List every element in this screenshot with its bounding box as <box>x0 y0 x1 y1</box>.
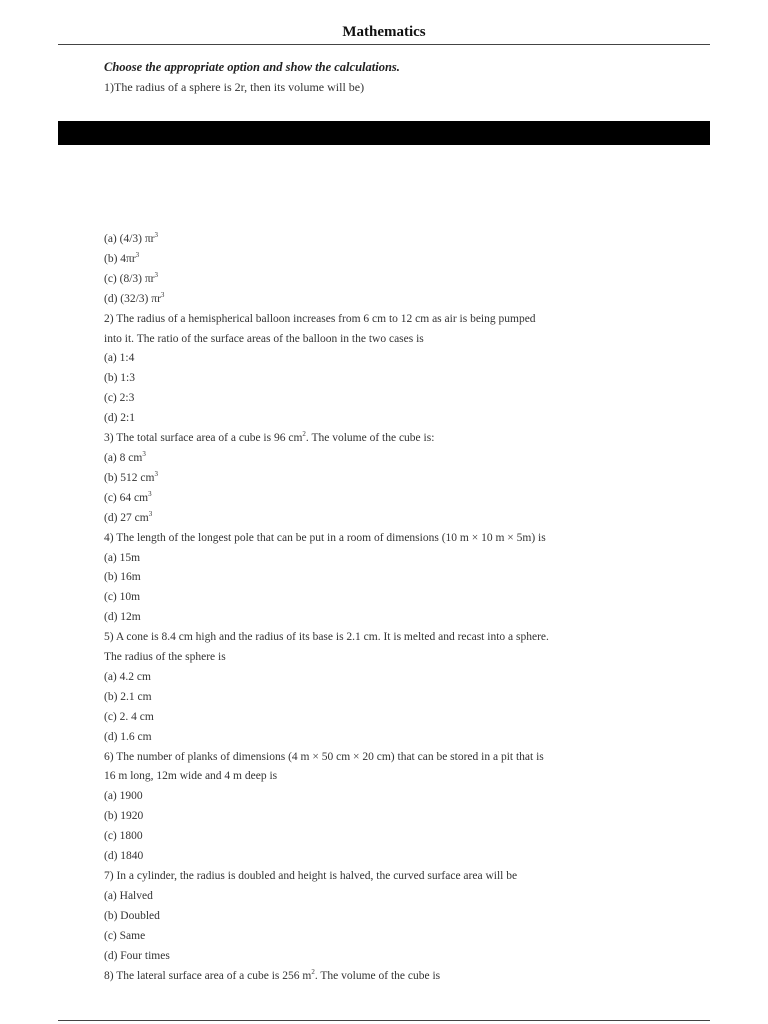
line-text: (c) 64 cm <box>104 491 149 504</box>
text-line <box>104 230 664 250</box>
superscript: 3 <box>148 489 152 498</box>
line-text: (a) Halved <box>104 889 153 902</box>
line-text: (a) 15m <box>104 551 141 564</box>
line-text: (c) 1800 <box>104 830 143 843</box>
line-text: (b) 2.1 cm <box>104 690 152 703</box>
line-text: (d) 2:1 <box>104 412 135 425</box>
text-line <box>104 807 664 827</box>
line-text: (a) 4.2 cm <box>104 670 151 683</box>
superscript: 3 <box>160 290 165 299</box>
top-divider <box>58 44 710 45</box>
line-text: (b) Doubled <box>104 909 160 922</box>
text-line <box>104 907 664 927</box>
text-line <box>104 310 664 330</box>
line-text: (a) 1:4 <box>104 352 135 365</box>
line-text: 7) In a cylinder, the radius is doubled and height is halved, the curved surface area will be <box>104 870 518 882</box>
text-line <box>104 489 664 509</box>
line-text-after: . The volume of the cube is <box>314 969 441 982</box>
line-text: (d) 1.6 cm <box>104 730 152 743</box>
text-line <box>104 549 664 569</box>
line-text: 16 m long, 12m wide and 4 m deep is <box>104 770 278 783</box>
text-line <box>104 708 664 728</box>
line-text: 8) The lateral surface area of a cube is 256 m <box>104 969 312 982</box>
line-text: (b) 16m <box>104 571 141 584</box>
instruction-text: Choose the appropriate option and show the calculations. <box>104 60 400 74</box>
line-text: (c) 10m <box>104 591 141 604</box>
text-line <box>104 688 664 708</box>
text-line <box>104 927 664 947</box>
text-line <box>104 608 664 628</box>
line-text: (d) Four times <box>104 949 170 962</box>
text-line <box>104 409 664 429</box>
text-line <box>104 469 664 489</box>
line-text: (d) 12m <box>104 611 141 624</box>
text-line <box>104 369 664 389</box>
redaction-bar <box>58 121 710 145</box>
superscript: 3 <box>154 270 159 279</box>
text-line <box>104 648 664 668</box>
text-line <box>104 668 664 688</box>
line-text: 2) The radius of a hemispherical balloon increases from 6 cm to 12 cm as air is being pumped <box>104 312 536 325</box>
text-line <box>104 887 664 907</box>
line-text: 4) The length of the longest pole that can be put in a room of dimensions (10 m × 10 m × 5m) is <box>104 531 546 544</box>
text-line <box>104 867 664 887</box>
line-text: (a) 1900 <box>104 790 143 803</box>
text-line <box>104 787 664 807</box>
line-text: (d) (32/3) πr <box>104 292 161 305</box>
page-title: Mathematics <box>342 24 426 40</box>
line-text: (b) 1920 <box>104 810 144 823</box>
line-text: 3) The total surface area of a cube is 96 cm <box>104 432 303 445</box>
line-text: (c) Same <box>104 929 146 942</box>
text-line <box>104 728 664 748</box>
text-line <box>104 290 664 310</box>
line-text: (a) (4/3) πr <box>104 233 155 245</box>
superscript: 3 <box>148 509 153 518</box>
text-line <box>104 748 664 768</box>
superscript: 2 <box>311 967 315 976</box>
text-line <box>104 330 664 350</box>
text-line <box>104 270 664 290</box>
text-line <box>104 847 664 867</box>
text-line <box>104 529 664 549</box>
superscript: 3 <box>154 231 159 239</box>
text-line <box>104 449 664 469</box>
text-line <box>104 429 664 449</box>
text-line <box>104 389 664 409</box>
superscript: 3 <box>154 469 158 478</box>
text-line <box>104 509 664 529</box>
line-text: (c) 2. 4 cm <box>104 710 154 723</box>
line-text-after: . The volume of the cube is: <box>305 432 435 445</box>
line-text: (a) 8 cm <box>104 451 143 464</box>
line-text: (d) 27 cm <box>104 511 149 524</box>
text-line <box>104 767 664 787</box>
question-1-text: 1)The radius of a sphere is 2r, then its volume will be) <box>104 80 365 94</box>
line-text: 5) A cone is 8.4 cm high and the radius of its base is 2.1 cm. It is melted and recast into a sphere. <box>104 631 549 644</box>
line-text: (b) 512 cm <box>104 471 155 484</box>
line-text: 6) The number of planks of dimensions (4 m × 50 cm × 20 cm) that can be stored in a pit that is <box>104 750 544 763</box>
superscript: 3 <box>142 449 146 458</box>
line-text: The radius of the sphere is <box>104 651 226 664</box>
text-line <box>104 349 664 369</box>
line-text: (d) 1840 <box>104 850 144 863</box>
text-line <box>104 967 664 987</box>
questions-content <box>104 230 664 986</box>
text-line <box>104 250 664 270</box>
line-text: (b) 1:3 <box>104 372 135 385</box>
text-line <box>104 568 664 588</box>
text-line <box>104 947 664 967</box>
bottom-divider <box>58 1020 710 1021</box>
line-text: (b) 4πr <box>104 252 136 265</box>
superscript: 2 <box>302 430 306 439</box>
line-text: (c) 2:3 <box>104 392 135 405</box>
text-line <box>104 628 664 648</box>
text-line <box>104 827 664 847</box>
line-text: into it. The ratio of the surface areas of the balloon in the two cases is <box>104 332 424 345</box>
superscript: 3 <box>135 250 140 259</box>
line-text: (c) (8/3) πr <box>104 272 155 285</box>
text-line <box>104 588 664 608</box>
